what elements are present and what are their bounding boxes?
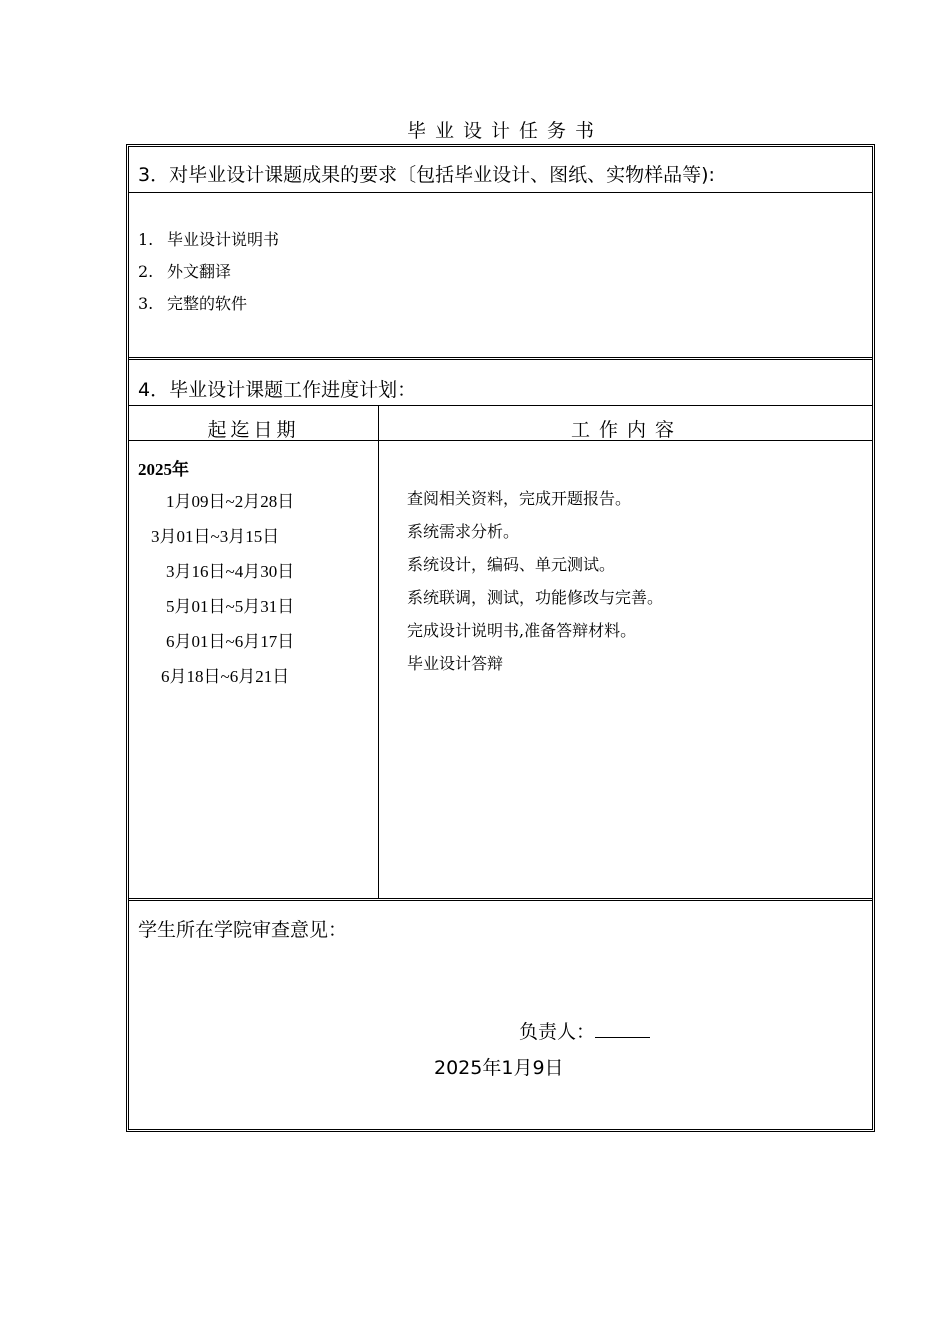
column-header-dates: 起迄日期 [207, 419, 300, 441]
requirements-list [138, 227, 279, 323]
date-range: 6月01日~6月17日 [166, 632, 295, 651]
date-range: 5月01日~5月31日 [166, 597, 295, 616]
list-item: 2. 外文翻译 [138, 262, 232, 281]
review-date: 2025年1月9日 [434, 1057, 564, 1079]
schedule-heading: 4．毕业设计课题工作进度计划： [138, 379, 417, 401]
review-label: 学生所在学院审查意见： [138, 919, 348, 941]
date-range: 3月01日~3月15日 [151, 527, 280, 546]
signer-line [519, 1017, 650, 1044]
task-item: 系统设计，编码、单元测试。 [407, 555, 616, 574]
column-header-work: 工作内容 [570, 419, 683, 441]
list-item: 1. 毕业设计说明书 [138, 230, 280, 249]
divider [129, 440, 872, 441]
signature-blank [595, 1017, 650, 1038]
task-item: 完成设计说明书,准备答辩材料。 [407, 621, 637, 640]
requirements-heading: 3．对毕业设计课题成果的要求〔包括毕业设计、图纸、实物样品等): [138, 164, 715, 186]
task-item: 查阅相关资料，完成开题报告。 [407, 489, 632, 508]
document-title: 毕业设计任务书 [406, 120, 603, 142]
date-range: 6月18日~6月21日 [161, 667, 290, 686]
section-divider [129, 898, 872, 901]
schedule-year: 2025年 [138, 460, 189, 479]
task-item: 系统需求分析。 [407, 522, 520, 541]
signer-label: 负责人： [519, 1021, 596, 1043]
column-divider [378, 405, 379, 898]
divider [129, 192, 872, 193]
list-item: 3. 完整的软件 [138, 294, 248, 313]
task-item: 毕业设计答辩 [407, 654, 504, 673]
date-range: 1月09日~2月28日 [166, 492, 295, 511]
divider [129, 405, 872, 406]
date-range: 3月16日~4月30日 [166, 562, 295, 581]
task-form-table [126, 144, 875, 1132]
section-divider [129, 357, 872, 360]
task-item: 系统联调，测试，功能修改与完善。 [407, 588, 664, 607]
